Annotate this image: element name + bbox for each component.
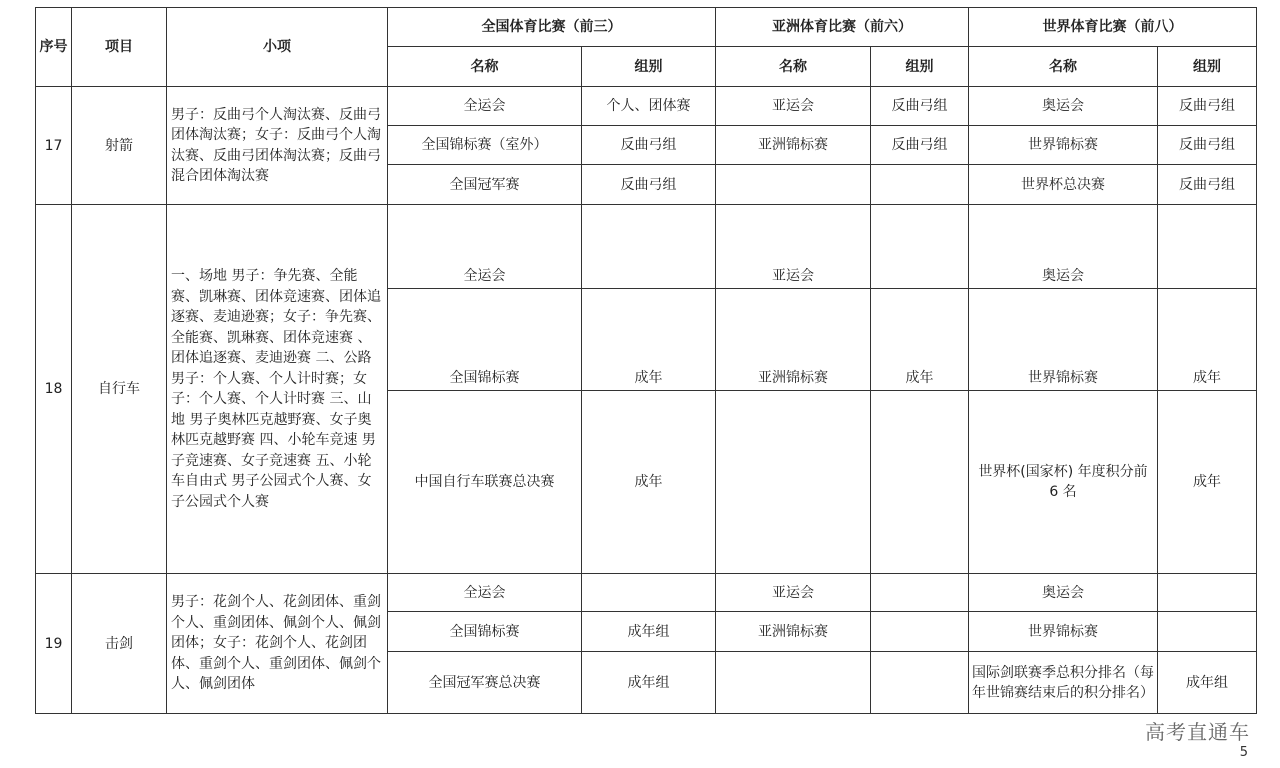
world-group: 反曲弓组 bbox=[1158, 126, 1257, 165]
row-sub-events: 一、场地 男子：争先赛、全能赛、凯琳赛、团体竞速赛、团体追逐赛、麦迪逊赛；女子：争先赛、全能赛、凯琳赛、团体竞速赛 、团体追逐赛、麦迪逊赛 二、公路 男子：个人赛、个人计时赛；女子：个人赛、个人计时赛 三、山地 男子奥林匹克越野赛、女子奥林匹克越野赛 四、小轮车竞速 男子竞速赛、女子竞速赛 五、小轮车自由式 男子公园式个人赛、女子公园式个人赛 bbox=[167, 205, 388, 574]
national-name: 全国冠军赛总决赛 bbox=[388, 652, 582, 714]
world-name: 世界杯总决赛 bbox=[969, 165, 1158, 205]
asian-group: 反曲弓组 bbox=[871, 126, 969, 165]
national-name: 全国锦标赛（室外） bbox=[388, 126, 582, 165]
row-event: 射箭 bbox=[72, 87, 167, 205]
world-group bbox=[1158, 612, 1257, 652]
header-event: 项目 bbox=[72, 8, 167, 87]
table-row bbox=[36, 574, 1257, 612]
national-name: 全国冠军赛 bbox=[388, 165, 582, 205]
world-name: 世界锦标赛 bbox=[969, 612, 1158, 652]
asian-group: 成年 bbox=[871, 289, 969, 391]
header-sub-events: 小项 bbox=[167, 8, 388, 87]
world-name: 奥运会 bbox=[969, 205, 1158, 289]
header-asian-name: 名称 bbox=[716, 47, 871, 87]
asian-group bbox=[871, 391, 969, 574]
table-row bbox=[36, 205, 1257, 289]
header-world-name: 名称 bbox=[969, 47, 1158, 87]
asian-name: 亚运会 bbox=[716, 205, 871, 289]
world-name: 世界锦标赛 bbox=[969, 289, 1158, 391]
world-name: 世界杯(国家杯) 年度积分前 6 名 bbox=[969, 391, 1158, 574]
asian-name bbox=[716, 165, 871, 205]
world-group: 反曲弓组 bbox=[1158, 87, 1257, 126]
national-group: 成年组 bbox=[582, 652, 716, 714]
world-name: 奥运会 bbox=[969, 574, 1158, 612]
national-group: 个人、团体赛 bbox=[582, 87, 716, 126]
national-group: 反曲弓组 bbox=[582, 126, 716, 165]
asian-group bbox=[871, 165, 969, 205]
header-asian: 亚洲体育比赛（前六） bbox=[716, 8, 969, 47]
asian-name: 亚运会 bbox=[716, 87, 871, 126]
national-group bbox=[582, 205, 716, 289]
row-seq: 19 bbox=[36, 574, 72, 714]
world-group bbox=[1158, 205, 1257, 289]
header-national-group: 组别 bbox=[582, 47, 716, 87]
national-name: 全运会 bbox=[388, 574, 582, 612]
national-name: 中国自行车联赛总决赛 bbox=[388, 391, 582, 574]
header-national-name: 名称 bbox=[388, 47, 582, 87]
world-group: 反曲弓组 bbox=[1158, 165, 1257, 205]
asian-name: 亚运会 bbox=[716, 574, 871, 612]
asian-name bbox=[716, 652, 871, 714]
header-seq: 序号 bbox=[36, 8, 72, 87]
row-seq: 17 bbox=[36, 87, 72, 205]
asian-name: 亚洲锦标赛 bbox=[716, 612, 871, 652]
national-group: 反曲弓组 bbox=[582, 165, 716, 205]
page-number: 5 bbox=[1239, 745, 1248, 760]
asian-name bbox=[716, 391, 871, 574]
world-group: 成年 bbox=[1158, 289, 1257, 391]
world-group: 成年组 bbox=[1158, 652, 1257, 714]
asian-group bbox=[871, 652, 969, 714]
world-group bbox=[1158, 574, 1257, 612]
national-name: 全国锦标赛 bbox=[388, 612, 582, 652]
asian-group: 反曲弓组 bbox=[871, 87, 969, 126]
competition-table bbox=[35, 7, 1257, 714]
national-name: 全运会 bbox=[388, 87, 582, 126]
world-group: 成年 bbox=[1158, 391, 1257, 574]
row-sub-events: 男子：反曲弓个人淘汰赛、反曲弓团体淘汰赛；女子：反曲弓个人淘汰赛、反曲弓团体淘汰赛；反曲弓混合团体淘汰赛 bbox=[167, 87, 388, 205]
header-world-group: 组别 bbox=[1158, 47, 1257, 87]
national-name: 全运会 bbox=[388, 205, 582, 289]
row-sub-events: 男子：花剑个人、花剑团体、重剑个人、重剑团体、佩剑个人、佩剑团体；女子：花剑个人、花剑团体、重剑个人、重剑团体、佩剑个人、佩剑团体 bbox=[167, 574, 388, 714]
national-name: 全国锦标赛 bbox=[388, 289, 582, 391]
table-row bbox=[36, 87, 1257, 126]
row-event: 击剑 bbox=[72, 574, 167, 714]
national-group: 成年 bbox=[582, 289, 716, 391]
header-asian-group: 组别 bbox=[871, 47, 969, 87]
world-name: 国际剑联赛季总积分排名（每年世锦赛结束后的积分排名） bbox=[969, 652, 1158, 714]
row-event: 自行车 bbox=[72, 205, 167, 574]
asian-name: 亚洲锦标赛 bbox=[716, 126, 871, 165]
world-name: 奥运会 bbox=[969, 87, 1158, 126]
asian-group bbox=[871, 574, 969, 612]
header-world: 世界体育比赛（前八） bbox=[969, 8, 1257, 47]
watermark-brand: 高考直通车 bbox=[1145, 720, 1250, 744]
asian-group bbox=[871, 612, 969, 652]
asian-name: 亚洲锦标赛 bbox=[716, 289, 871, 391]
national-group: 成年组 bbox=[582, 612, 716, 652]
header-national: 全国体育比赛（前三） bbox=[388, 8, 716, 47]
national-group: 成年 bbox=[582, 391, 716, 574]
asian-group bbox=[871, 205, 969, 289]
national-group bbox=[582, 574, 716, 612]
world-name: 世界锦标赛 bbox=[969, 126, 1158, 165]
row-seq: 18 bbox=[36, 205, 72, 574]
